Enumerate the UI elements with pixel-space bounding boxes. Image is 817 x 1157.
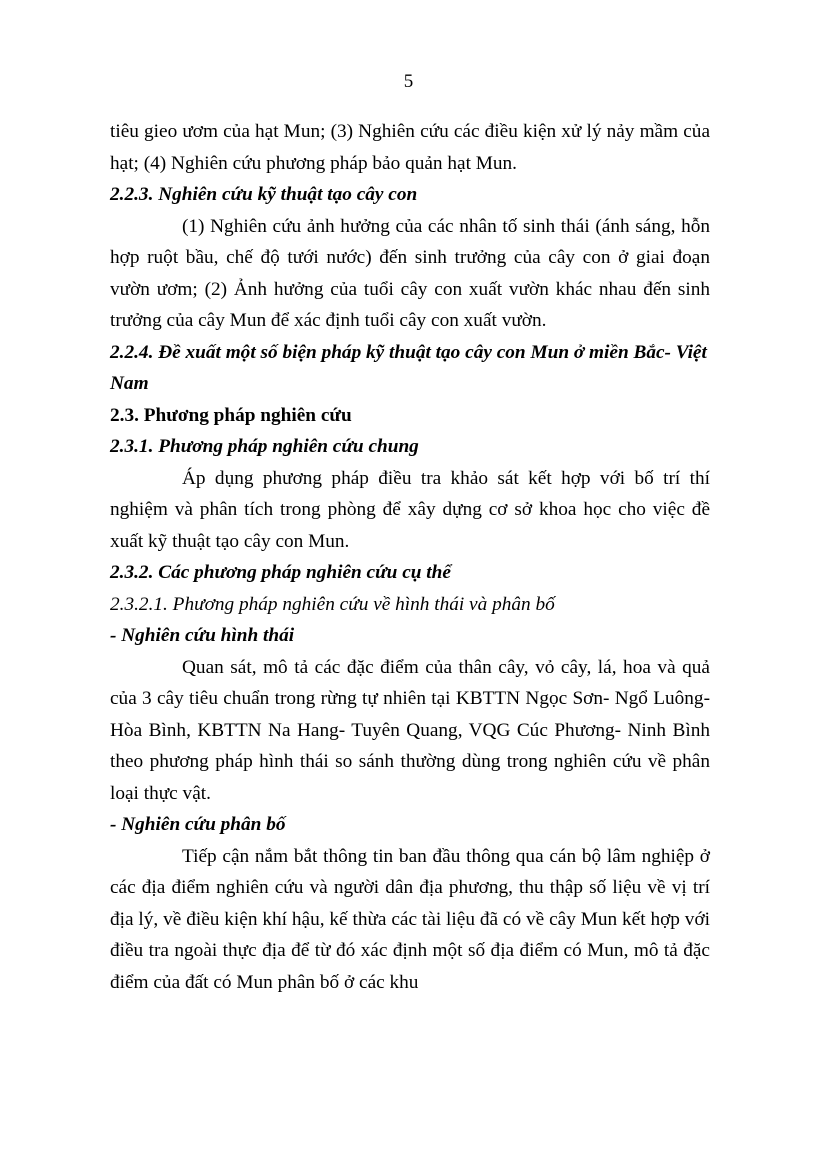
heading-2-3-2: 2.3.2. Các phương pháp nghiên cứu cụ thể xyxy=(110,562,451,583)
heading-2-3-1: 2.3.1. Phương pháp nghiên cứu chung xyxy=(110,436,419,457)
heading-morphology: - Nghiên cứu hình thái xyxy=(110,625,295,646)
heading-2-2-4: 2.2.4. Đề xuất một số biện pháp kỹ thuật tạo cây con Mun ở miền Bắc- Việt Nam xyxy=(110,341,707,394)
page-number: 5 xyxy=(403,71,414,92)
heading-2-3-2-1: 2.3.2.1. Phương pháp nghiên cứu về hình thái và phân bố xyxy=(110,593,555,615)
paragraph-distribution: Tiếp cận nắm bắt thông tin ban đầu thông qua cán bộ lâm nghiệp ở các địa điểm nghiên cứu và người dân địa phương, thu thập số liệu về vị trí địa lý, về điều kiện khí hậu, kế thừa các tài liệu đã có về cây Mun kết hợp với điều tra ngoài thực địa để từ đó xác định một số địa điểm có Mun, mô tả đặc điểm của đất có Mun phân bố ở các khu xyxy=(110,845,710,993)
paragraph-seed-research: tiêu gieo ươm của hạt Mun; (3) Nghiên cứu các điều kiện xử lý nảy mầm của hạt; (4) Nghiên cứu phương pháp bảo quản hạt Mun. xyxy=(110,121,710,174)
paragraph-seedling-research: (1) Nghiên cứu ảnh hưởng của các nhân tố sinh thái (ánh sáng, hỗn hợp ruột bầu, chế độ tưới nước) đến sinh trưởng của cây con ở giai đoạn vườn ươm; (2) Ảnh hưởng của tuổi cây con xuất vườn khác nhau đến sinh trưởng của cây Mun để xác định tuổi cây con xuất vườn. xyxy=(110,215,710,331)
document-body xyxy=(110,116,710,998)
heading-distribution: - Nghiên cứu phân bố xyxy=(110,814,286,835)
paragraph-morphology: Quan sát, mô tả các đặc điểm của thân cây, vỏ cây, lá, hoa và quả của 3 cây tiêu chuẩn trong rừng tự nhiên tại KBTTN Ngọc Sơn- Ngổ Luông- Hòa Bình, KBTTN Na Hang- Tuyên Quang, VQG Cúc Phương- Ninh Bình theo phương pháp hình thái so sánh thường dùng trong nghiên cứu về phân loại thực vật. xyxy=(110,656,710,804)
heading-2-2-3: 2.2.3. Nghiên cứu kỹ thuật tạo cây con xyxy=(110,184,418,205)
paragraph-general-method: Áp dụng phương pháp điều tra khảo sát kết hợp với bố trí thí nghiệm và phân tích trong phòng để xây dựng cơ sở khoa học cho việc đề xuất kỹ thuật tạo cây con Mun. xyxy=(110,467,710,552)
heading-2-3: 2.3. Phương pháp nghiên cứu xyxy=(110,404,352,426)
